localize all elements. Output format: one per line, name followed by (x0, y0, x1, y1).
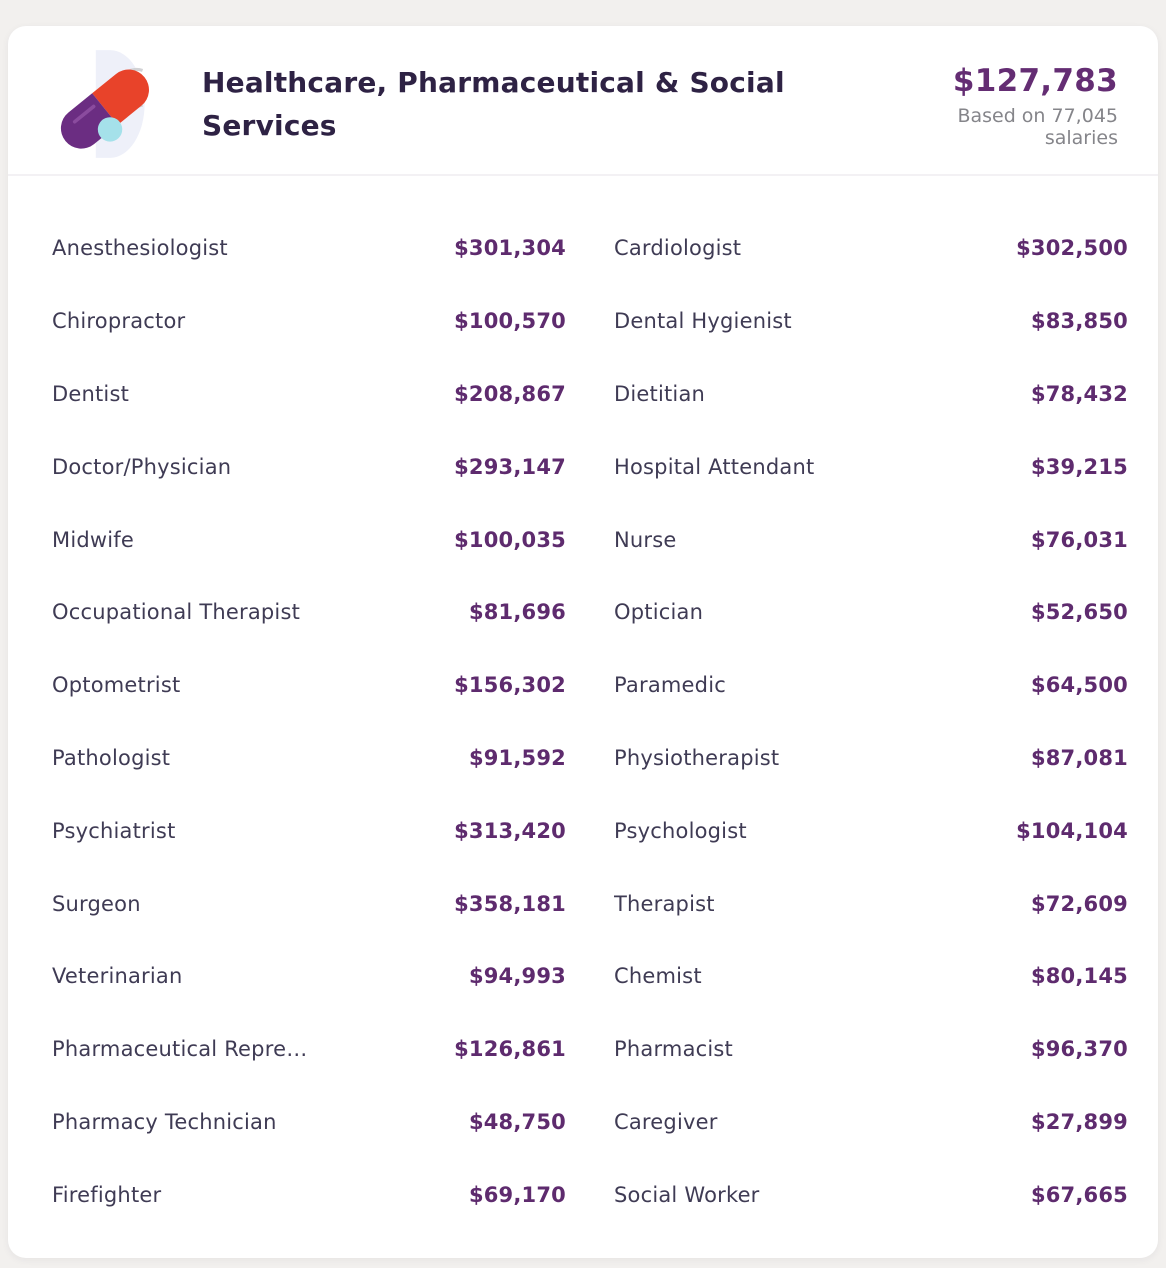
job-title: Nurse (614, 527, 677, 552)
job-row (52, 940, 566, 1013)
job-title: Pharmaceutical Repre… (52, 1037, 308, 1062)
job-row (614, 1158, 1128, 1231)
job-row (52, 430, 566, 503)
job-salary: $80,145 (1030, 964, 1128, 989)
job-title: Cardiologist (614, 236, 742, 261)
average-salary-value: $127,783 (952, 63, 1118, 99)
job-salary: $27,899 (1030, 1109, 1128, 1134)
job-row (614, 285, 1128, 358)
job-salary: $126,861 (454, 1037, 566, 1062)
job-title: Psychologist (614, 818, 747, 843)
job-row (614, 503, 1128, 576)
job-row (52, 285, 566, 358)
job-salary: $302,500 (1016, 236, 1128, 261)
job-row (52, 649, 566, 722)
job-salary: $39,215 (1030, 454, 1128, 479)
job-salary: $94,993 (468, 964, 566, 989)
job-row (614, 576, 1128, 649)
job-salary: $100,035 (454, 527, 566, 552)
job-title: Surgeon (52, 891, 141, 916)
job-title: Physiotherapist (614, 745, 780, 770)
job-title: Dental Hygienist (614, 309, 792, 334)
job-row (614, 722, 1128, 795)
job-row (52, 503, 566, 576)
job-title: Optometrist (52, 673, 181, 698)
job-row (614, 430, 1128, 503)
job-row (52, 576, 566, 649)
job-title: Anesthesiologist (52, 236, 228, 261)
job-salary: $81,696 (468, 600, 566, 625)
pill-capsule-icon (52, 44, 164, 166)
job-title: Veterinarian (52, 964, 183, 989)
job-row (614, 940, 1128, 1013)
category-title: Healthcare, Pharmaceutical & Social Services (202, 66, 785, 142)
job-title: Paramedic (614, 673, 726, 698)
jobs-list (8, 176, 1158, 1231)
job-salary: $48,750 (468, 1109, 566, 1134)
job-title: Midwife (52, 527, 135, 552)
salary-category-card (8, 26, 1158, 1258)
job-title: Pathologist (52, 745, 171, 770)
job-salary: $78,432 (1030, 381, 1128, 406)
job-row (52, 358, 566, 431)
job-title: Optician (614, 600, 704, 625)
job-row (614, 1013, 1128, 1086)
job-salary: $301,304 (454, 236, 566, 261)
job-row (614, 1086, 1128, 1159)
job-salary: $293,147 (454, 454, 566, 479)
job-title: Psychiatrist (52, 818, 176, 843)
job-title: Therapist (614, 891, 715, 916)
job-title: Caregiver (614, 1109, 718, 1134)
job-row (52, 212, 566, 285)
category-header (8, 26, 1158, 176)
job-title: Dietitian (614, 381, 706, 406)
job-salary: $52,650 (1030, 600, 1128, 625)
job-title: Firefighter (52, 1182, 162, 1207)
job-salary: $87,081 (1030, 745, 1128, 770)
job-title: Dentist (52, 381, 130, 406)
job-title: Social Worker (614, 1182, 760, 1207)
job-row (614, 212, 1128, 285)
job-salary: $69,170 (468, 1182, 566, 1207)
job-row (52, 1158, 566, 1231)
job-title: Doctor/Physician (52, 454, 232, 479)
job-salary: $76,031 (1030, 527, 1128, 552)
job-row (614, 358, 1128, 431)
job-row (614, 794, 1128, 867)
job-salary: $72,609 (1030, 891, 1128, 916)
job-row (614, 867, 1128, 940)
job-title: Chiropractor (52, 309, 186, 334)
job-salary: $83,850 (1030, 309, 1128, 334)
job-salary: $67,665 (1030, 1182, 1128, 1207)
job-salary: $104,104 (1016, 818, 1128, 843)
based-on-salaries-caption: Based on 77,045 salaries (957, 105, 1118, 149)
job-title: Hospital Attendant (614, 454, 815, 479)
job-title: Pharmacist (614, 1037, 733, 1062)
job-salary: $64,500 (1030, 673, 1128, 698)
header-summary (882, 61, 1118, 149)
job-row (52, 1013, 566, 1086)
job-salary: $156,302 (454, 673, 566, 698)
job-title: Chemist (614, 964, 702, 989)
job-salary: $358,181 (454, 891, 566, 916)
job-salary: $100,570 (454, 309, 566, 334)
job-row (52, 722, 566, 795)
job-salary: $208,867 (454, 381, 566, 406)
job-title: Pharmacy Technician (52, 1109, 277, 1134)
job-salary: $96,370 (1030, 1037, 1128, 1062)
job-salary: $313,420 (454, 818, 566, 843)
job-row (52, 867, 566, 940)
job-row (52, 1086, 566, 1159)
job-salary: $91,592 (468, 745, 566, 770)
job-title: Occupational Therapist (52, 600, 301, 625)
job-row (614, 649, 1128, 722)
job-row (52, 794, 566, 867)
